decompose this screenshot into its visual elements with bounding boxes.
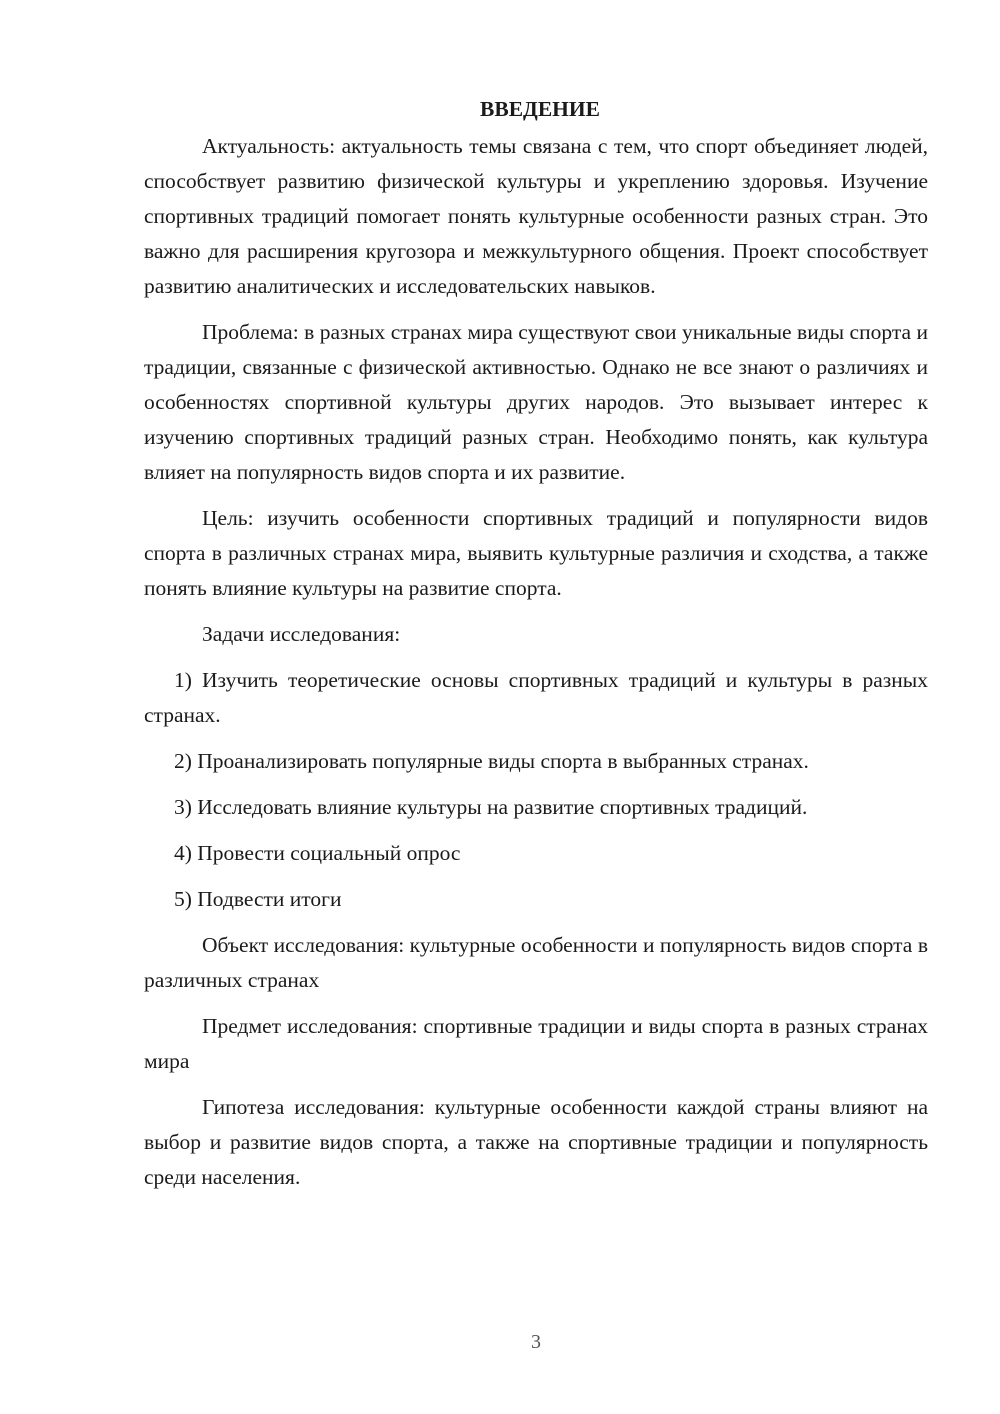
tasks-heading: Задачи исследования: [202, 622, 401, 646]
paragraph-subject: Предмет исследования: спортивные традиции и виды спорта в разных странах мира [144, 1014, 928, 1073]
paragraph-goal: Цель: изучить особенности спортивных традиций и популярности видов спорта в различных странах мира, выявить культурные различия и сходства, а также понять влияние культуры на развитие спорта. [144, 506, 928, 600]
task-item-2: 2) Проанализировать популярные виды спорта в выбранных странах. [174, 749, 809, 773]
paragraph-object: Объект исследования: культурные особенности и популярность видов спорта в различных странах [144, 933, 928, 992]
paragraph-hypothesis: Гипотеза исследования: культурные особенности каждой страны влияют на выбор и развитие видов спорта, а также на спортивные традиции и популярность среди населения. [144, 1095, 928, 1189]
task-item-3: 3) Исследовать влияние культуры на развитие спортивных традиций. [174, 795, 808, 819]
page-number: 3 [531, 1331, 541, 1353]
document-page [144, 92, 928, 1206]
task-item-1: 1) Изучить теоретические основы спортивных традиций и культуры в разных странах. [144, 668, 928, 727]
paragraph-problem: Проблема: в разных странах мира существуют свои уникальные виды спорта и традиции, связанные с физической активностью. Однако не все знают о различиях и особенностях спортивной культуры других народов. Это вызывает интерес к изучению спортивных традиций разных стран. Необходимо понять, как культура влияет на популярность видов спорта и их развитие. [144, 320, 928, 484]
paragraph-relevance: Актуальность: актуальность темы связана с тем, что спорт объединяет людей, способствует развитию физической культуры и укреплению здоровья. Изучение спортивных традиций помогает понять культурные особенности разных стран. Это важно для расширения кругозора и межкультурного общения. Проект способствует развитию аналитических и исследовательских навыков. [144, 134, 928, 298]
task-item-5: 5) Подвести итоги [174, 887, 342, 911]
page-title: ВВЕДЕНИЕ [480, 97, 600, 121]
task-item-4: 4) Провести социальный опрос [174, 841, 461, 865]
